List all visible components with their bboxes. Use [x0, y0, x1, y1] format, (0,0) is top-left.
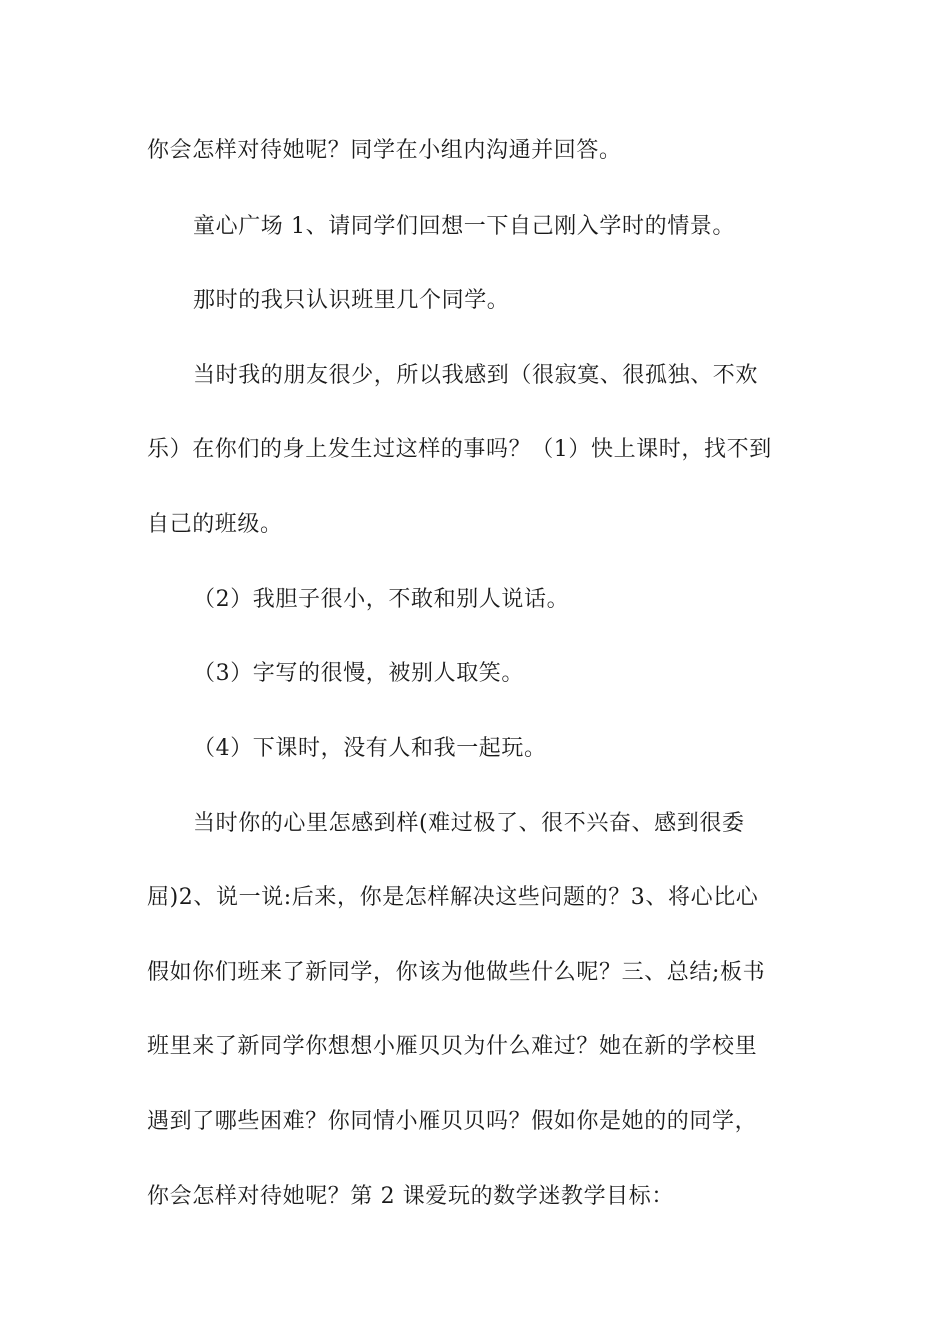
text-line-12: 假如你们班来了新同学，你该为他做些什么呢？三、总结;板书 [147, 960, 766, 985]
text-line-9: （4）下课时，没有人和我一起玩。 [193, 736, 547, 761]
text-line-8: （3）字写的很慢，被别人取笑。 [193, 661, 524, 686]
text-line-14: 遇到了哪些困难？你同情小雁贝贝吗？假如你是她的的同学， [147, 1109, 758, 1134]
text-line-11: 屈)2、说一说:后来，你是怎样解决这些问题的？3、将心比心 [147, 885, 759, 910]
text-line-4: 当时我的朋友很少，所以我感到（很寂寞、很孤独、不欢 [193, 363, 759, 388]
text-line-5: 乐）在你们的身上发生过这样的事吗？（1）快上课时，找不到 [147, 437, 772, 462]
text-line-6: 自己的班级。 [147, 512, 283, 537]
text-line-7: （2）我胆子很小，不敢和别人说话。 [193, 587, 570, 612]
text-line-10: 当时你的心里怎感到样(难过极了、很不兴奋、感到很委 [193, 811, 745, 836]
text-line-2: 童心广场 1、请同学们回想一下自己刚入学时的情景。 [193, 214, 735, 239]
text-line-3: 那时的我只认识班里几个同学。 [193, 288, 510, 313]
text-line-1: 你会怎样对待她呢？同学在小组内沟通并回答。 [147, 138, 622, 163]
text-line-13: 班里来了新同学你想想小雁贝贝为什么难过？她在新的学校里 [147, 1034, 758, 1059]
text-line-15: 你会怎样对待她呢？第 2 课爱玩的数学迷教学目标： [147, 1184, 674, 1209]
